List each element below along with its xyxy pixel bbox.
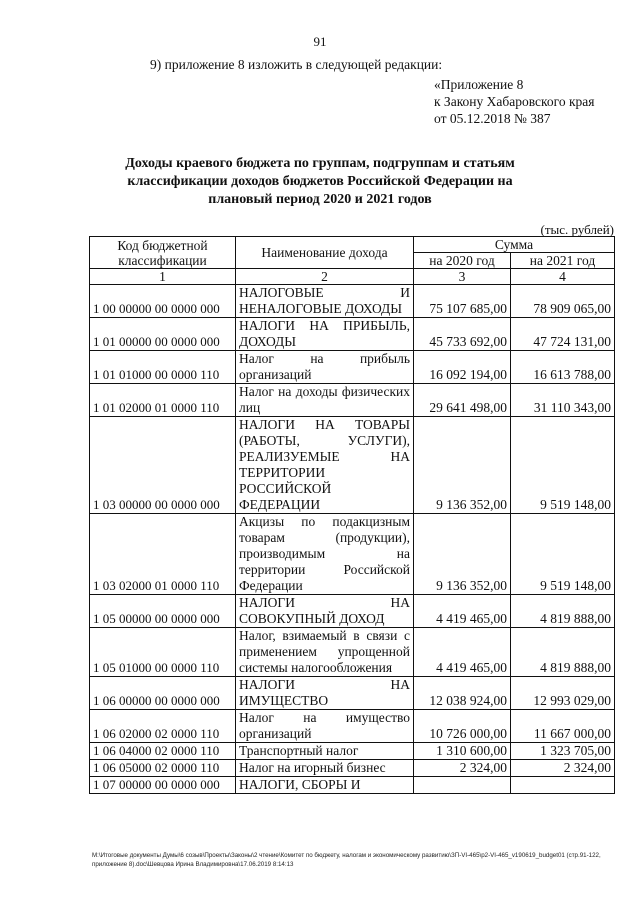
- row-code: 1 07 00000 00 0000 000: [90, 777, 236, 794]
- row-value-2021: 31 110 343,00: [511, 384, 615, 417]
- column-number: 3: [414, 269, 511, 285]
- appendix-line: от 05.12.2018 № 387: [434, 111, 551, 126]
- appendix-line: к Закону Хабаровского края: [434, 94, 595, 109]
- header-name: Наименование дохода: [236, 237, 414, 269]
- row-name: НАЛОГИ, СБОРЫ И: [236, 777, 414, 794]
- row-name: НАЛОГИ НА ТОВАРЫ (РАБОТЫ, УСЛУГИ), РЕАЛИЗУЕМЫЕ НА ТЕРРИТОРИИ РОССИЙСКОЙ ФЕДЕРАЦИИ: [236, 417, 414, 514]
- row-code: 1 01 01000 00 0000 110: [90, 351, 236, 384]
- table-row: [90, 351, 615, 384]
- row-name: Транспортный налог: [236, 743, 414, 760]
- row-code: 1 06 04000 02 0000 110: [90, 743, 236, 760]
- table-row: [90, 318, 615, 351]
- document-title: Доходы краевого бюджета по группам, подгруппам и статьям классификации доходов бюджетов Российской Федерации на плановый период 2020 и 2021 годов: [125, 156, 515, 207]
- row-value-2021: 4 819 888,00: [511, 595, 615, 628]
- row-value-2020: 16 092 194,00: [414, 351, 511, 384]
- row-value-2020: 9 136 352,00: [414, 514, 511, 595]
- table-row: [90, 710, 615, 743]
- row-value-2021: [511, 777, 615, 794]
- row-code: 1 05 00000 00 0000 000: [90, 595, 236, 628]
- row-name: НАЛОГОВЫЕ И НЕНАЛОГОВЫЕ ДОХОДЫ: [236, 285, 414, 318]
- table-row: [90, 743, 615, 760]
- table-row: [90, 514, 615, 595]
- row-value-2021: 78 909 065,00: [511, 285, 615, 318]
- intro-text: 9) приложение 8 изложить в следующей редакции:: [150, 57, 443, 72]
- revenue-table: [89, 236, 615, 794]
- table-row: [90, 777, 615, 794]
- row-code: 1 01 00000 00 0000 000: [90, 318, 236, 351]
- row-code: 1 00 00000 00 0000 000: [90, 285, 236, 318]
- header-2021: на 2021 год: [511, 253, 615, 269]
- row-value-2020: 4 419 465,00: [414, 595, 511, 628]
- row-value-2020: 1 310 600,00: [414, 743, 511, 760]
- row-value-2021: 12 993 029,00: [511, 677, 615, 710]
- file-path-footer: М:\Итоговые документы Думы\6 созыв\Проекты\Законы\2 чтение\Комитет по бюджету, налогам и экономическому развитию\ЗП-VI-465\р2-VI-465_v190619_budget01 (стр.91-122, приложение 8).doc\Шевцова Ирина Владимировна\17.06.2019 8:14:13: [92, 852, 601, 868]
- column-number: 1: [90, 269, 236, 285]
- row-code: 1 06 02000 02 0000 110: [90, 710, 236, 743]
- table-row: [90, 285, 615, 318]
- header-code: Код бюджетной классификации: [90, 237, 236, 269]
- row-code: 1 06 00000 00 0000 000: [90, 677, 236, 710]
- row-name: НАЛОГИ НА ПРИБЫЛЬ, ДОХОДЫ: [236, 318, 414, 351]
- row-code: 1 01 02000 01 0000 110: [90, 384, 236, 417]
- table-row: [90, 595, 615, 628]
- units-label: (тыс. рублей): [540, 222, 614, 237]
- row-value-2020: 9 136 352,00: [414, 417, 511, 514]
- row-name: НАЛОГИ НА СОВОКУПНЫЙ ДОХОД: [236, 595, 414, 628]
- row-value-2020: 45 733 692,00: [414, 318, 511, 351]
- row-code: 1 03 00000 00 0000 000: [90, 417, 236, 514]
- appendix-reference: [434, 76, 595, 127]
- row-value-2020: [414, 777, 511, 794]
- page-number: 91: [313, 34, 327, 49]
- table-row: [90, 417, 615, 514]
- row-value-2020: 4 419 465,00: [414, 628, 511, 677]
- appendix-line: «Приложение 8: [434, 77, 524, 92]
- row-value-2021: 47 724 131,00: [511, 318, 615, 351]
- row-value-2020: 29 641 498,00: [414, 384, 511, 417]
- row-name: Акцизы по подакцизным товарам (продукции), производимым на территории Российской Федерации: [236, 514, 414, 595]
- row-value-2021: 4 819 888,00: [511, 628, 615, 677]
- row-value-2021: 9 519 148,00: [511, 417, 615, 514]
- row-value-2020: 2 324,00: [414, 760, 511, 777]
- row-value-2021: 11 667 000,00: [511, 710, 615, 743]
- row-name: НАЛОГИ НА ИМУЩЕСТВО: [236, 677, 414, 710]
- row-value-2021: 1 323 705,00: [511, 743, 615, 760]
- row-value-2020: 12 038 924,00: [414, 677, 511, 710]
- header-2020: на 2020 год: [414, 253, 511, 269]
- row-code: 1 03 02000 01 0000 110: [90, 514, 236, 595]
- table-row: [90, 384, 615, 417]
- row-value-2020: 75 107 685,00: [414, 285, 511, 318]
- table-row: [90, 677, 615, 710]
- row-code: 1 06 05000 02 0000 110: [90, 760, 236, 777]
- row-name: Налог на имущество организаций: [236, 710, 414, 743]
- row-value-2021: 16 613 788,00: [511, 351, 615, 384]
- header-sum: Сумма: [414, 237, 615, 253]
- row-name: Налог, взимаемый в связи с применением упрощенной системы налогообложения: [236, 628, 414, 677]
- row-name: Налог на игорный бизнес: [236, 760, 414, 777]
- table-row: [90, 628, 615, 677]
- row-value-2021: 2 324,00: [511, 760, 615, 777]
- column-number: 4: [511, 269, 615, 285]
- row-name: Налог на прибыль организаций: [236, 351, 414, 384]
- row-name: Налог на доходы физических лиц: [236, 384, 414, 417]
- column-number: 2: [236, 269, 414, 285]
- row-value-2020: 10 726 000,00: [414, 710, 511, 743]
- table-row: [90, 760, 615, 777]
- row-code: 1 05 01000 00 0000 110: [90, 628, 236, 677]
- row-value-2021: 9 519 148,00: [511, 514, 615, 595]
